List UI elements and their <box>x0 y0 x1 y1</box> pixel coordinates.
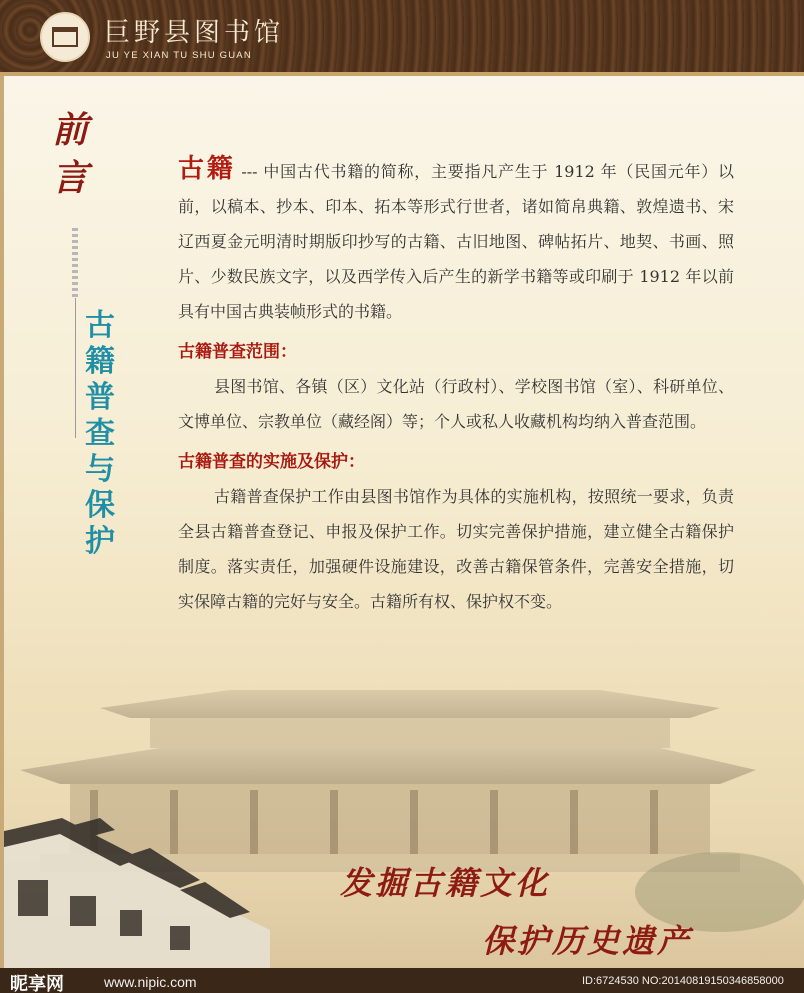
section-heading-scope: 古籍普查范围： <box>178 342 297 362</box>
paragraph-scope: 县图书馆、各镇（区）文化站（行政村）、学校图书馆（室）、科研单位、文博单位、宗教单位（藏经阁）等；个人或私人收藏机构均纳入普查范围。 <box>178 377 734 431</box>
slogan-line-1: 发掘古籍文化 <box>340 864 551 902</box>
watermark-site: www.nipic.com <box>104 974 197 990</box>
library-seal-icon <box>40 12 90 62</box>
paragraph-definition <box>178 152 734 329</box>
vertical-title: 古籍普查与保护 <box>85 308 115 559</box>
keyword-guji: 古籍 <box>178 154 236 184</box>
watermark-id: ID:6724530 NO:20140819150346858000 <box>582 975 784 987</box>
left-border <box>0 76 4 993</box>
library-header <box>0 0 804 76</box>
vertical-divider <box>75 298 76 438</box>
preface-heading: 前言 <box>52 109 89 199</box>
slogan-line-2: 保护历史遗产 <box>482 922 693 960</box>
library-name-en: JU YE XIAN TU SHU GUAN <box>106 50 252 61</box>
dashed-divider <box>72 228 78 298</box>
section-heading-protection: 古籍普查的实施及保护： <box>178 452 365 472</box>
paragraph-protection: 古籍普查保护工作由县图书馆作为具体的实施机构，按照统一要求，负责全县古籍普查登记、申报及保护工作。切实完善保护措施，建立健全古籍保护制度。落实责任，加强硬件设施建设，改善古籍保管条件，完善安全措施，切实保障古籍的完好与安全。古籍所有权、保护权不变。 <box>178 487 734 611</box>
definition-text: --- 中国古代书籍的简称，主要指凡产生于 1912 年（民国元年）以前，以稿本、抄本、印本、拓本等形式行世者，诸如简帛典籍、敦煌遗书、宋辽西夏金元明清时期版印抄写的古籍、古旧地图、碑帖拓片、地契、书画、照片、少数民族文字，以及西学传入后产生的新学书籍等或印刷于 1912 年以前具有中国古典装帧形式的书籍。 <box>178 162 734 321</box>
watermark-brand: 昵享网 <box>10 974 64 993</box>
body-text <box>178 152 734 619</box>
library-name-cn: 巨野县图书馆 <box>104 18 285 48</box>
